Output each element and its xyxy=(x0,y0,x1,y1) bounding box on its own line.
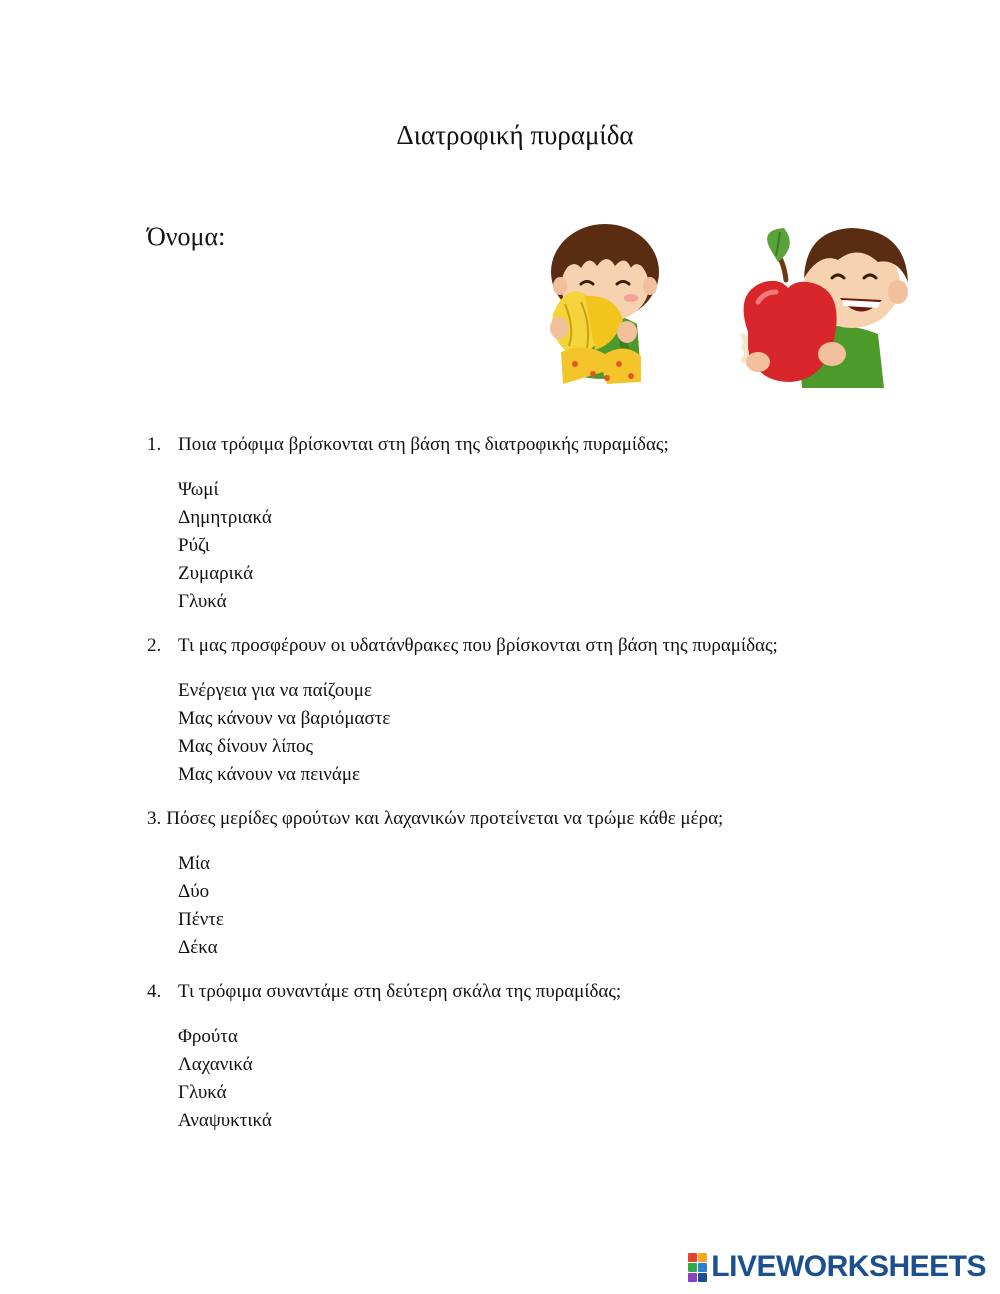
question-number: 1. xyxy=(147,434,162,455)
girl-eating-banana-illustration xyxy=(545,224,660,389)
answer-option[interactable]: Φρούτα xyxy=(178,1026,238,1047)
question-3-options xyxy=(178,850,224,962)
boy-eating-apple-illustration xyxy=(728,222,913,392)
answer-option[interactable]: Μας κάνουν να βαριόμαστε xyxy=(178,708,391,729)
question-2 xyxy=(147,635,778,657)
question-1 xyxy=(147,434,669,456)
answer-option[interactable]: Λαχανικά xyxy=(178,1054,253,1075)
answer-option[interactable]: Μία xyxy=(178,853,210,874)
brand-name: LIVEWORKSHEETS xyxy=(711,1250,986,1283)
question-number: 4. xyxy=(147,981,162,1002)
answer-option[interactable]: Ρύζι xyxy=(178,535,210,556)
answer-option[interactable]: Ζυμαρικά xyxy=(178,563,254,584)
liveworksheets-logo-icon xyxy=(688,1253,707,1282)
question-2-options xyxy=(178,677,390,789)
question-text: Πόσες μερίδες φρούτων και λαχανικών προτείνεται να τρώμε κάθε μέρα; xyxy=(166,808,724,829)
question-4 xyxy=(147,981,621,1003)
answer-option[interactable]: Πέντε xyxy=(178,909,224,930)
answer-option[interactable]: Δημητριακά xyxy=(178,507,272,528)
question-text: Τι μας προσφέρουν οι υδατάνθρακες που βρίσκονται στη βάση της πυραμίδας; xyxy=(178,635,778,656)
answer-option[interactable]: Μας κάνουν να πεινάμε xyxy=(178,764,361,785)
answer-option[interactable]: Μας δίνουν λίπος xyxy=(178,736,313,757)
answer-option[interactable]: Δέκα xyxy=(178,937,218,958)
answer-option[interactable]: Δύο xyxy=(178,881,210,902)
question-number: 3. xyxy=(147,808,162,829)
question-number: 2. xyxy=(147,635,162,656)
name-label: Όνομα: xyxy=(147,222,226,251)
page-title: Διατροφική πυραμίδα xyxy=(396,120,634,150)
answer-option[interactable]: Γλυκά xyxy=(178,1082,227,1103)
question-3 xyxy=(147,808,723,830)
question-1-options xyxy=(178,476,272,616)
liveworksheets-logo[interactable] xyxy=(688,1250,986,1284)
answer-option[interactable]: Γλυκά xyxy=(178,591,227,612)
question-text: Τι τρόφιμα συναντάμε στη δεύτερη σκάλα της πυραμίδας; xyxy=(178,981,622,1002)
answer-option[interactable]: Ψωμί xyxy=(178,479,219,500)
question-text: Ποια τρόφιμα βρίσκονται στη βάση της διατροφικής πυραμίδας; xyxy=(178,434,669,455)
answer-option[interactable]: Αναψυκτικά xyxy=(178,1110,272,1131)
question-4-options xyxy=(178,1023,272,1135)
answer-option[interactable]: Ενέργεια για να παίζουμε xyxy=(178,680,372,701)
